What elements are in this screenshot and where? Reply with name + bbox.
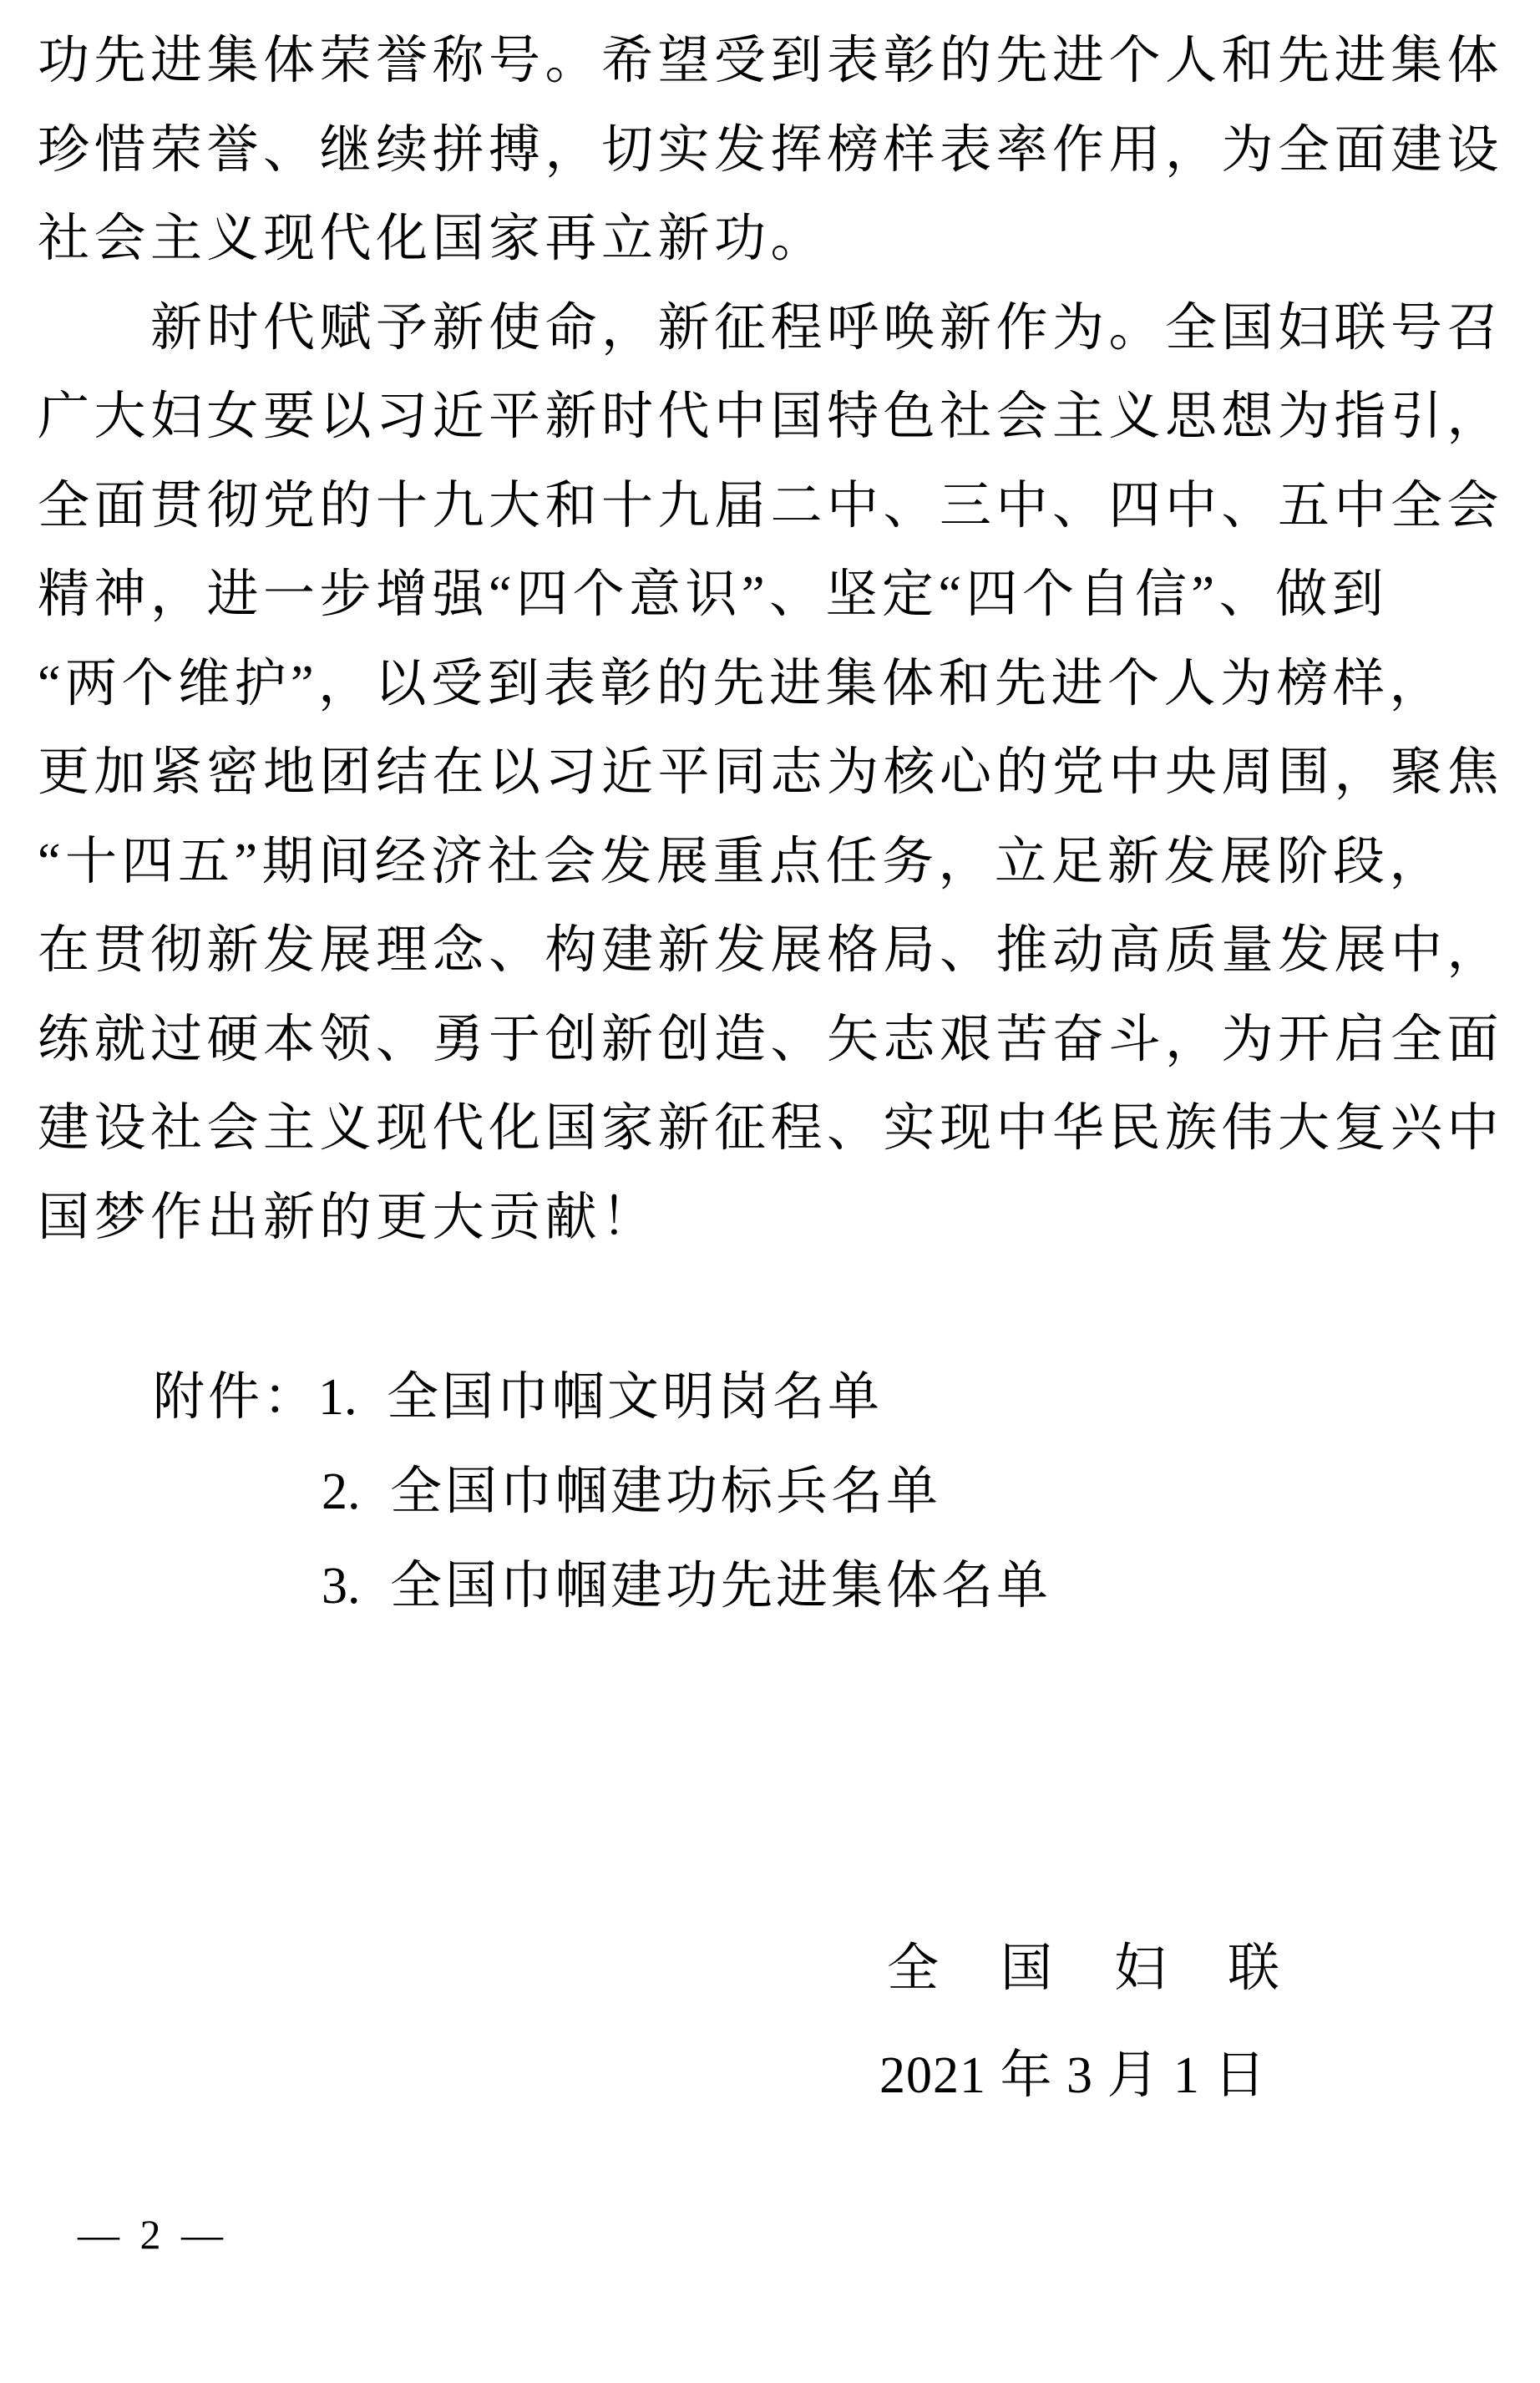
body-line: 功先进集体荣誉称号。希望受到表彰的先进个人和先进集体 bbox=[38, 33, 1504, 89]
attachment-number: 2. bbox=[322, 1463, 361, 1520]
page-number-footer: — 2 — bbox=[78, 2211, 228, 2258]
signature-organization: 全国妇联 bbox=[887, 1940, 1342, 1997]
body-line: 国梦作出新的更大贡献！ bbox=[38, 1189, 658, 1246]
attachment-title: 全国巾帼建功标兵名单 bbox=[390, 1463, 942, 1520]
body-line: “两个维护”，以受到表彰的先进集体和先进个人为榜样， bbox=[38, 655, 1446, 712]
body-line: 在贯彻新发展理念、构建新发展格局、推动高质量发展中， bbox=[38, 922, 1504, 979]
body-line: 社会主义现代化国家再立新功。 bbox=[38, 210, 828, 267]
attachments-section bbox=[153, 1351, 1406, 1634]
body-line: “十四五”期间经济社会发展重点任务，立足新发展阶段， bbox=[38, 833, 1446, 890]
body-line: 新时代赋予新使命，新征程呼唤新作为。全国妇联号召 bbox=[38, 299, 1504, 357]
signature-date: 2021 年 3 月 1 日 bbox=[879, 2047, 1267, 2104]
body-line: 精神，进一步增强“四个意识”、坚定“四个自信”、做到 bbox=[38, 566, 1389, 623]
attachment-title: 全国巾帼文明岗名单 bbox=[387, 1369, 884, 1426]
body-line: 练就过硬本领、勇于创新创造、矢志艰苦奋斗，为开启全面 bbox=[38, 1011, 1504, 1068]
attachment-number: 1. bbox=[318, 1369, 357, 1426]
attachment-item bbox=[153, 1445, 1406, 1539]
body-line: 珍惜荣誉、继续拼搏，切实发挥榜样表率作用，为全面建设 bbox=[38, 121, 1504, 179]
body-line: 更加紧密地团结在以习近平同志为核心的党中央周围，聚焦 bbox=[38, 744, 1504, 801]
attachment-title: 全国巾帼建功先进集体名单 bbox=[390, 1558, 1052, 1615]
body-paragraphs bbox=[38, 17, 1516, 1262]
attachments-label: 附件： bbox=[153, 1369, 319, 1426]
attachment-item bbox=[153, 1351, 1406, 1445]
body-line: 广大妇女要以习近平新时代中国特色社会主义思想为指引， bbox=[38, 388, 1504, 445]
body-line: 建设社会主义现代化国家新征程、实现中华民族伟大复兴中 bbox=[38, 1100, 1504, 1157]
attachment-item bbox=[153, 1539, 1406, 1634]
body-line: 全面贯彻党的十九大和十九届二中、三中、四中、五中全会 bbox=[38, 477, 1504, 535]
attachment-number: 3. bbox=[322, 1558, 361, 1615]
